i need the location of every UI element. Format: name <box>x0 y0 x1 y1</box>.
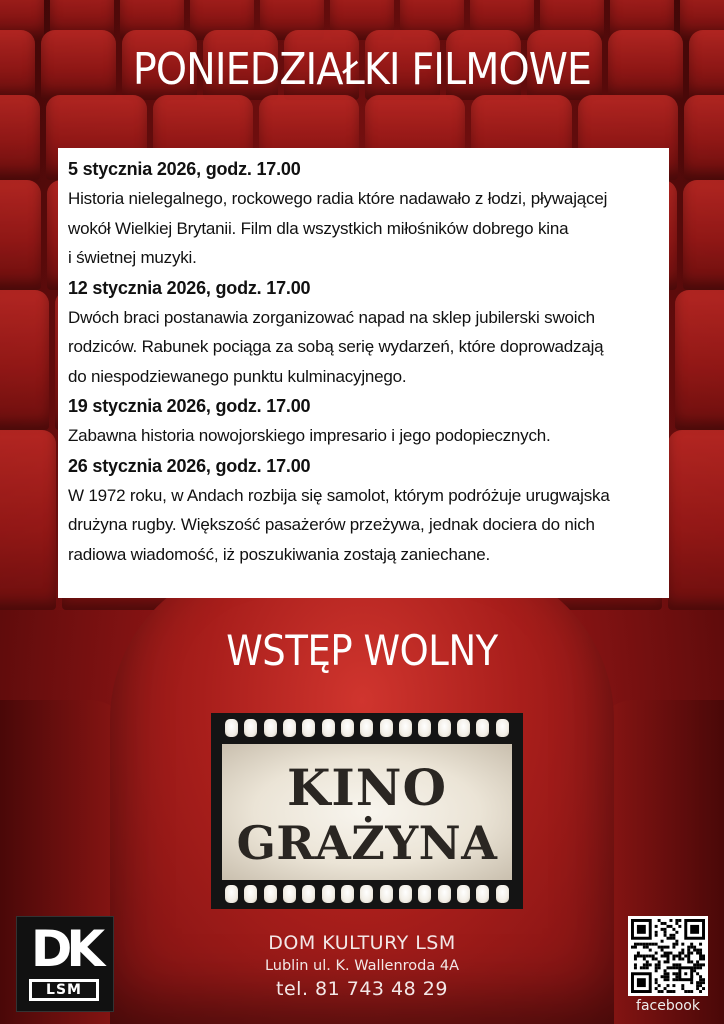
kino-grazyna-logo <box>211 713 523 909</box>
description-line: Historia nielegalnego, rockowego radia które nadawało z łodzi, pływającej <box>68 189 608 208</box>
description-line: Dwóch braci postanawia zorganizować napad na sklep jubilerski swoich <box>68 307 595 327</box>
facebook-qr-code[interactable] <box>628 916 708 996</box>
screening-date: 12 stycznia 2026, godz. 17.00 <box>68 277 311 298</box>
organization-name: DOM KULTURY LSM <box>268 932 456 954</box>
film-perforation <box>341 719 354 737</box>
organization-address: Lublin ul. K. Wallenroda 4A <box>264 958 460 974</box>
logo-dk-text: DK <box>30 920 100 978</box>
screening-description <box>68 481 657 570</box>
film-perforation <box>457 885 470 903</box>
film-perforation <box>476 719 489 737</box>
film-perforation <box>283 885 296 903</box>
film-perforation <box>302 885 315 903</box>
film-frame <box>222 744 512 880</box>
film-perforation <box>341 885 354 903</box>
film-perforation <box>399 719 412 737</box>
film-perforation <box>244 719 257 737</box>
film-perforation <box>264 885 277 903</box>
description-line: radiowa wiadomość, iż poszukiwania zostają zaniechane. <box>68 544 490 564</box>
qr-label: facebook <box>636 998 700 1014</box>
film-perforation <box>380 719 393 737</box>
logo-lsm-text: LSM <box>29 979 99 1001</box>
description-line: do niespodziewanego punktu kulminacyjnego. <box>68 366 407 386</box>
film-perforation <box>244 885 257 903</box>
screening-date: 5 stycznia 2026, godz. 17.00 <box>68 159 301 179</box>
film-perforations-bottom <box>225 885 509 903</box>
description-line: rodziców. Rabunek pociąga za sobą serię wydarzeń, które doprowadzają <box>68 337 604 356</box>
film-perforation <box>496 885 509 903</box>
screening-date: 19 stycznia 2026, godz. 17.00 <box>68 396 311 416</box>
film-perforation <box>380 885 393 903</box>
film-perforation <box>225 885 238 903</box>
film-perforation <box>283 719 296 737</box>
description-line: wokół Wielkiej Brytanii. Film dla wszystkich miłośników dobrego kina <box>68 218 569 238</box>
description-line: Zabawna historia nowojorskiego impresario i jego podopiecznych. <box>68 426 551 445</box>
cinema-name-line2: GRAŻYNA <box>236 816 498 870</box>
organization-phone: tel. 81 743 48 29 <box>276 978 448 1000</box>
cinema-name-line1: KINO <box>286 758 448 817</box>
film-perforation <box>418 885 431 903</box>
screening-description <box>68 184 657 273</box>
description-line: drużyna rugby. Większość pasażerów przeżywa, jednak dociera do nich <box>68 515 595 534</box>
page-title: PONIEDZIAŁKI FILMOWE <box>132 44 592 95</box>
schedule-panel <box>58 148 669 598</box>
film-perforation <box>225 719 238 737</box>
description-line: i świetnej muzyki. <box>68 248 197 267</box>
film-perforation <box>360 719 373 737</box>
film-perforation <box>322 885 335 903</box>
film-perforation <box>360 885 373 903</box>
film-perforation <box>457 719 470 737</box>
film-perforation <box>438 885 451 903</box>
film-perforations-top <box>225 719 509 737</box>
film-perforation <box>418 719 431 737</box>
film-perforation <box>399 885 412 903</box>
screening-date: 26 stycznia 2026, godz. 17.00 <box>68 455 311 476</box>
qr-code-icon <box>631 919 705 993</box>
film-perforation <box>476 885 489 903</box>
film-perforation <box>302 719 315 737</box>
screening-description <box>68 421 657 451</box>
film-perforation <box>496 719 509 737</box>
film-perforation <box>322 719 335 737</box>
film-perforation <box>264 719 277 737</box>
screening-description <box>68 303 657 392</box>
film-perforation <box>438 719 451 737</box>
free-admission-label: WSTĘP WOLNY <box>226 626 498 675</box>
description-line: W 1972 roku, w Andach rozbija się samolot, którym podróżuje urugwajska <box>68 485 610 505</box>
